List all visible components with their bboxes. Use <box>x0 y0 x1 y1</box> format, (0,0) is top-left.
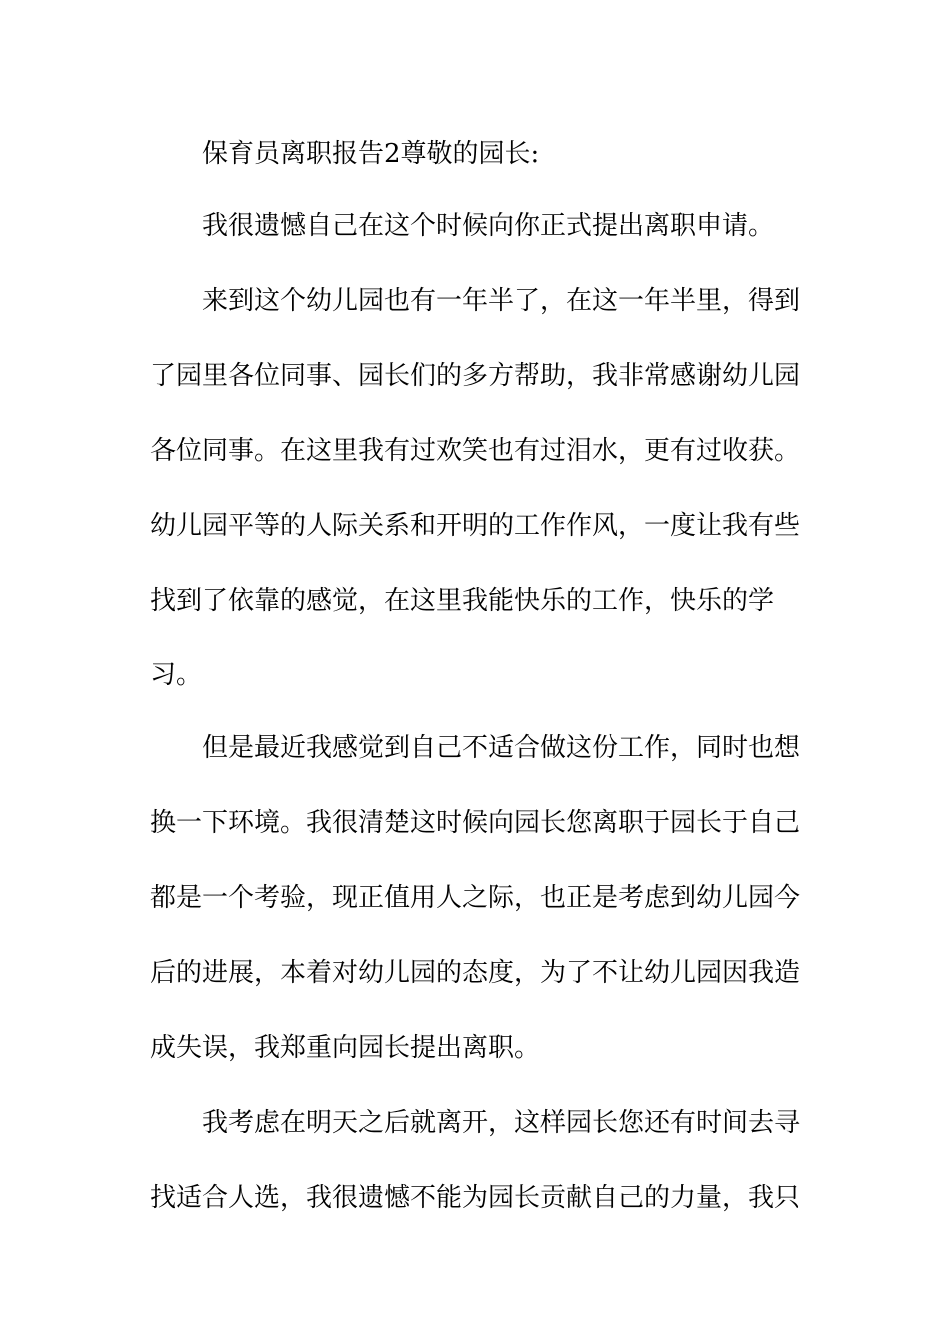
paragraph-line: 了园里各位同事、园长们的多方帮助，我非常感谢幼儿园 <box>150 361 801 391</box>
paragraph-line: 换一下环境。我很清楚这时候向园长您离职于园长于自己 <box>150 808 801 838</box>
paragraph-line: 找到了依靠的感觉，在这里我能快乐的工作，快乐的学 <box>150 586 775 616</box>
title-line: 保育员离职报告2尊敬的园长: <box>202 139 540 169</box>
paragraph-line: 各位同事。在这里我有过欢笑也有过泪水，更有过收获。 <box>150 436 801 466</box>
paragraph-line: 找适合人选，我很遗憾不能为园长贡献自己的力量，我只 <box>150 1183 801 1213</box>
paragraph-line: 成失误，我郑重向园长提出离职。 <box>150 1033 541 1063</box>
paragraph-line: 幼儿园平等的人际关系和开明的工作作风，一度让我有些 <box>150 511 801 541</box>
paragraph-line: 我考虑在明天之后就离开，这样园长您还有时间去寻 <box>202 1108 801 1138</box>
paragraph-line: 来到这个幼儿园也有一年半了，在这一年半里，得到 <box>202 286 801 316</box>
paragraph-line: 都是一个考验，现正值用人之际，也正是考虑到幼儿园今 <box>150 883 801 913</box>
paragraph-line: 后的进展，本着对幼儿园的态度，为了不让幼儿园因我造 <box>150 958 801 988</box>
paragraph-line: 习。 <box>150 660 203 690</box>
paragraph-line: 但是最近我感觉到自己不适合做这份工作，同时也想 <box>202 733 801 763</box>
paragraph-line: 我很遗憾自己在这个时候向你正式提出离职申请。 <box>202 211 775 241</box>
